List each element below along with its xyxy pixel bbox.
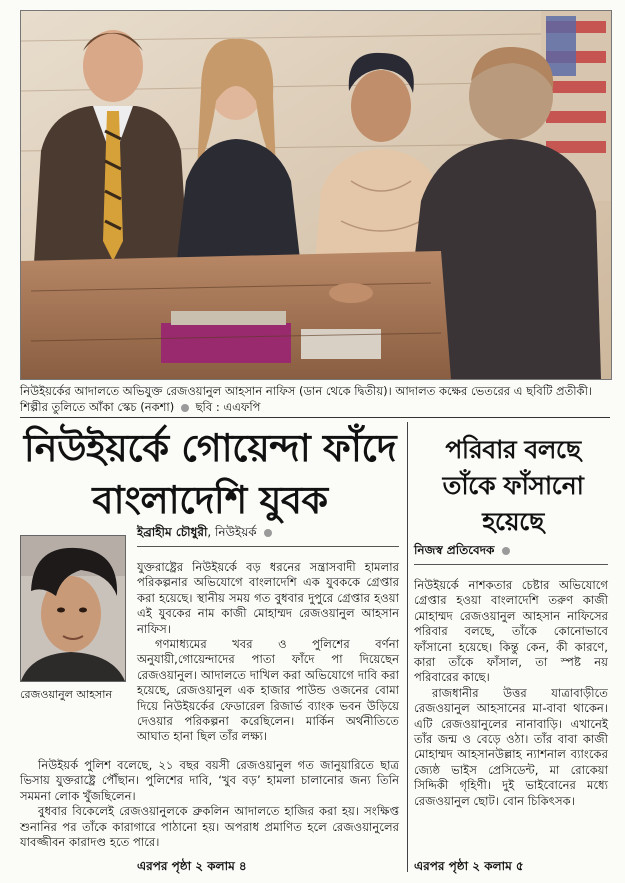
divider (20, 417, 610, 418)
main-paragraph: নিউইয়র্ক পুলিশ বলেছে, ২১ বছর বয়সী রেজওয়ানুল গত জানুয়ারিতে ছাত্র ভিসায় যুক্তরাষ্ট্রে পৌঁছান। পুলিশের দাবি, ‘খুব বড়’ হামলা চালানোর জন্য তিনি সমমনা লোক খুঁজছিলেন। (20, 758, 399, 803)
side-story-body (414, 578, 608, 809)
photo-caption (20, 383, 610, 415)
main-headline (20, 422, 400, 526)
portrait-label: রেজওয়ানুল আহসান (20, 688, 113, 701)
portrait-photo (20, 535, 126, 682)
main-paragraph: গণমাধ্যমের খবর ও পুলিশের বর্ণনা অনুযায়ী,গোয়েন্দাদের পাতা ফাঁদে পা দিয়েছেন রেজওয়ানুল। আদালতে দাখিল করা অভিযোগে দাবি করা হয়েছে, রেজওয়ানুল এক হাজার পাউন্ড ওজনের বোমা দিয়ে নিউইয়র্কের ফেডারেল রিজার্ভ ব্যাংক ভবন উড়িয়ে দেওয়ার পরিকল্পনা করেছিলেন। মার্কিন অর্থনীতিতে আঘাত হানা ছিল তাঁর লক্ষ্য। (137, 637, 399, 744)
byline-name: ইব্রাহীম চৌধুরী (137, 525, 208, 539)
main-paragraph: বুধবার বিকেলেই রেজওয়ানুলকে ব্রুকলিন আদালতে হাজির করা হয়। সংক্ষিপ্ত শুনানির পর তাঁকে কারাগারে পাঠানো হয়। অপরাধ প্রমাণিত হলে রেজওয়ানুলের যাবজ্জীবন কারাদণ্ড হতে পারে। (20, 804, 399, 850)
main-story-body (137, 560, 399, 745)
side-byline (414, 542, 513, 562)
main-story-jump: এরপর পৃষ্ঠা ২ কলাম ৪ (137, 859, 247, 873)
side-headline (418, 432, 608, 540)
main-byline (137, 524, 275, 544)
side-headline-line2: তাঁকে ফাঁসানো (442, 471, 584, 500)
photo-credit: ছবি : এএফপি (195, 400, 261, 414)
side-byline-rule (414, 564, 608, 565)
side-headline-line1: পরিবার বলছে (445, 435, 581, 464)
main-paragraph: যুক্তরাষ্ট্রের নিউইয়র্কে বড় ধরনের সন্ত্রাসবাদী হামলার পরিকল্পনার অভিযোগে বাংলাদেশি এক যুবককে গ্রেপ্তার করা হয়েছে। স্থানীয় সময় গত বুধবার দুপুরে গ্রেপ্তার হওয়া এই যুবকের নাম কাজী মোহাম্মদ রেজওয়ানুল আহসান নাফিস। (137, 560, 399, 636)
side-byline-text: নিজস্ব প্রতিবেদক (414, 543, 495, 557)
bullet-icon (264, 529, 272, 537)
bullet-icon (502, 547, 510, 555)
byline-rule (137, 546, 399, 547)
side-paragraph: রাজধানীর উত্তর যাত্রাবাড়ীতে রেজওয়ানুল আহসানের মা-বাবা থাকেন। এটি রেজওয়ানুলের নানাবাড়ি। এখানেই তাঁর জন্ম ও বেড়ে ওঠা। তাঁর বাবা কাজী মোহাম্মদ আহসানউল্লাহ ন্যাশনাল ব্যাংকের জ্যেষ্ঠ ভাইস প্রেসিডেন্ট, মা রোকেয়া সিদ্দিকী গৃহিণী। দুই ভাইবোনের মধ্যে রেজওয়ানুল ছোট। বোন চিকিৎসক। (414, 685, 608, 808)
main-story-body-wide (20, 758, 399, 850)
caption-text: নিউইয়র্কের আদালতে অভিযুক্ত রেজওয়ানুল আহসান নাফিস (ডান থেকে দ্বিতীয়)। আদালত কক্ষের ভেতরের এ ছবিটি প্রতীকী। শিল্পীর তুলিতে আঁকা স্কেচ (নকশা) (20, 384, 592, 414)
column-divider (407, 422, 408, 872)
side-story-jump: এরপর পৃষ্ঠা ২ কলাম ৫ (414, 859, 524, 873)
side-paragraph: নিউইয়র্কে নাশকতার চেষ্টার অভিযোগে গ্রেপ্তার হওয়া বাংলাদেশি তরুণ কাজী মোহাম্মদ রেজওয়ানুল আহসান নাফিসের পরিবার বলছে, তাঁকে কোনোভাবে ফাঁসানো হয়েছে। কিন্তু কেন, কী কারণে, কারা তাঁকে ফাঁসাল, তা স্পষ্ট নয় পরিবারের কাছে। (414, 578, 608, 685)
byline-place: , নিউইয়র্ক (207, 525, 257, 539)
courtroom-sketch (20, 10, 612, 380)
main-headline-line2: বাংলাদেশি যুবক (92, 478, 328, 522)
main-headline-line1: নিউইয়র্কে গোয়েন্দা ফাঁদে (23, 426, 397, 470)
side-headline-line3: হয়েছে (482, 507, 544, 536)
bullet-icon (181, 404, 189, 412)
